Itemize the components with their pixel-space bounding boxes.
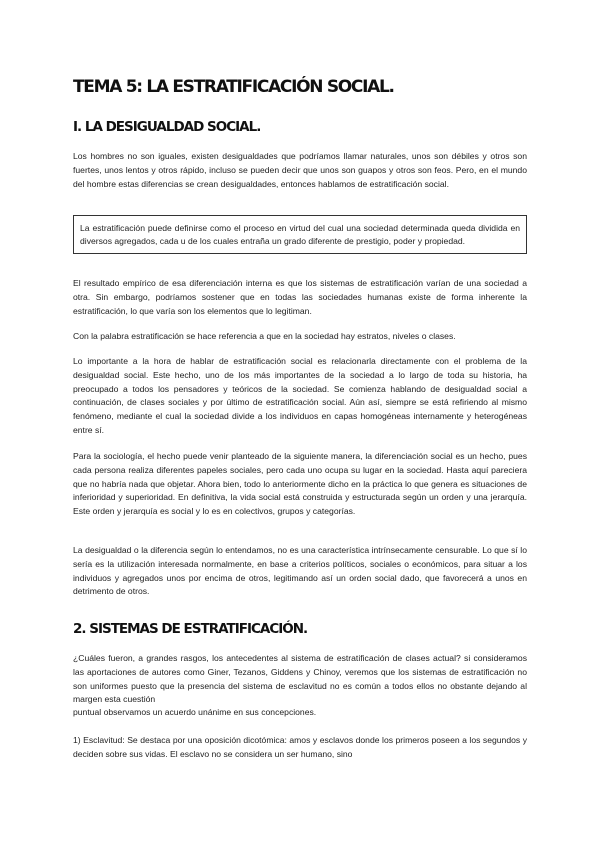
- paragraph-antecedentes: ¿Cuáles fueron, a grandes rasgos, los antecedentes al sistema de estratificación de clases actual? si consideramos las aportaciones de autores como Giner, Tezanos, Giddens y Chinoy, veremos que los sistemas de estratificación no son uniformes puesto que la presencia del sistema de esclavitud no es común a todos ellos no obstante dejando al margen esta cuestión: [73, 653, 527, 705]
- paragraph-palabra: Con la palabra estratificación se hace referencia a que en la sociedad hay estratos, niveles o clases.: [73, 331, 456, 341]
- paragraph-esclavitud: 1) Esclavitud: Se destaca por una oposición dicotómica: amos y esclavos donde los primeros poseen a los segundos y deciden sobre sus vidas. El esclavo no se considera un ser humano, sino: [73, 735, 527, 759]
- section-heading-desigualdad: I. LA DESIGUALDAD SOCIAL.: [73, 119, 261, 135]
- paragraph-importante: Lo importante a la hora de hablar de estratificación social es relacionarla directamente con el problema de la desigualdad social. Este hecho, uno de los más importantes de la sociedad a lo largo de toda su historia, ha preocupado a todos los pensadores y teóricos de la sociedad. Se comienza hablando de desigualdad social a continuación, de clases sociales y por último de estratificación social. Aún así, siempre se está refiriendo al mismo fenómeno, mediante el cual la sociedad divide a los individuos en capas homogéneas internamente y heterogéneas entre sí.: [73, 356, 527, 435]
- definition-text: La estratificación puede definirse como el proceso en virtud del cual una sociedad determinada queda dividida en diversos agregados, cada u de los cuales entraña un grado diferente de prestigio, poder y propiedad.: [80, 223, 520, 247]
- page-title: TEMA 5: LA ESTRATIFICACIÓN SOCIAL.: [73, 77, 394, 97]
- paragraph-sociologia: Para la sociología, el hecho puede venir planteado de la siguiente manera, la diferenciación social es un hecho, pues cada persona realiza diferentes papeles sociales, pero cada uno ocupa su lugar en la sociedad. Hasta aquí pareciera que no habría nada que objetar. Ahora bien, todo lo anteriormente dicho en la práctica lo que genera es situaciones de inferioridad y superioridad. En definitiva, la vida social está construida y estructurada según un orden y una jerarquía. Este orden y jerarquía es social y lo es en colectivos, grupos y categorías.: [73, 451, 527, 517]
- paragraph-acuerdo: puntual observamos un acuerdo unánime en sus concepciones.: [73, 707, 317, 717]
- definition-box: [73, 215, 527, 254]
- section-heading-sistemas: 2. SISTEMAS DE ESTRATIFICACIÓN.: [73, 621, 308, 637]
- paragraph-desigualdad: La desigualdad o la diferencia según lo entendamos, no es una característica intrínsecamente censurable. Lo que sí lo sería es la utilización interesada normalmente, en base a criterios políticos, sociales o económicos, para situar a los individuos y agregados unos por encima de otros, legitimando así un orden social dado, que favorecerá a unos en detrimento de otros.: [73, 545, 527, 597]
- paragraph-intro: Los hombres no son iguales, existen desigualdades que podríamos llamar naturales, unos son débiles y otros son fuertes, unos lentos y otros rápido, incluso se pueden decir que unos son guapos y otros son feos. Pero, en el mundo del hombre estas diferencias se crean desigualdades, entonces hablamos de estratificación social.: [73, 151, 527, 189]
- paragraph-resultado: El resultado empírico de esa diferenciación interna es que los sistemas de estratificación varían de una sociedad a otra. Sin embargo, podríamos sostener que en todas las sociedades humanas existe de forma inherente la estratificación, lo que varía son los elementos que lo legitiman.: [73, 278, 527, 316]
